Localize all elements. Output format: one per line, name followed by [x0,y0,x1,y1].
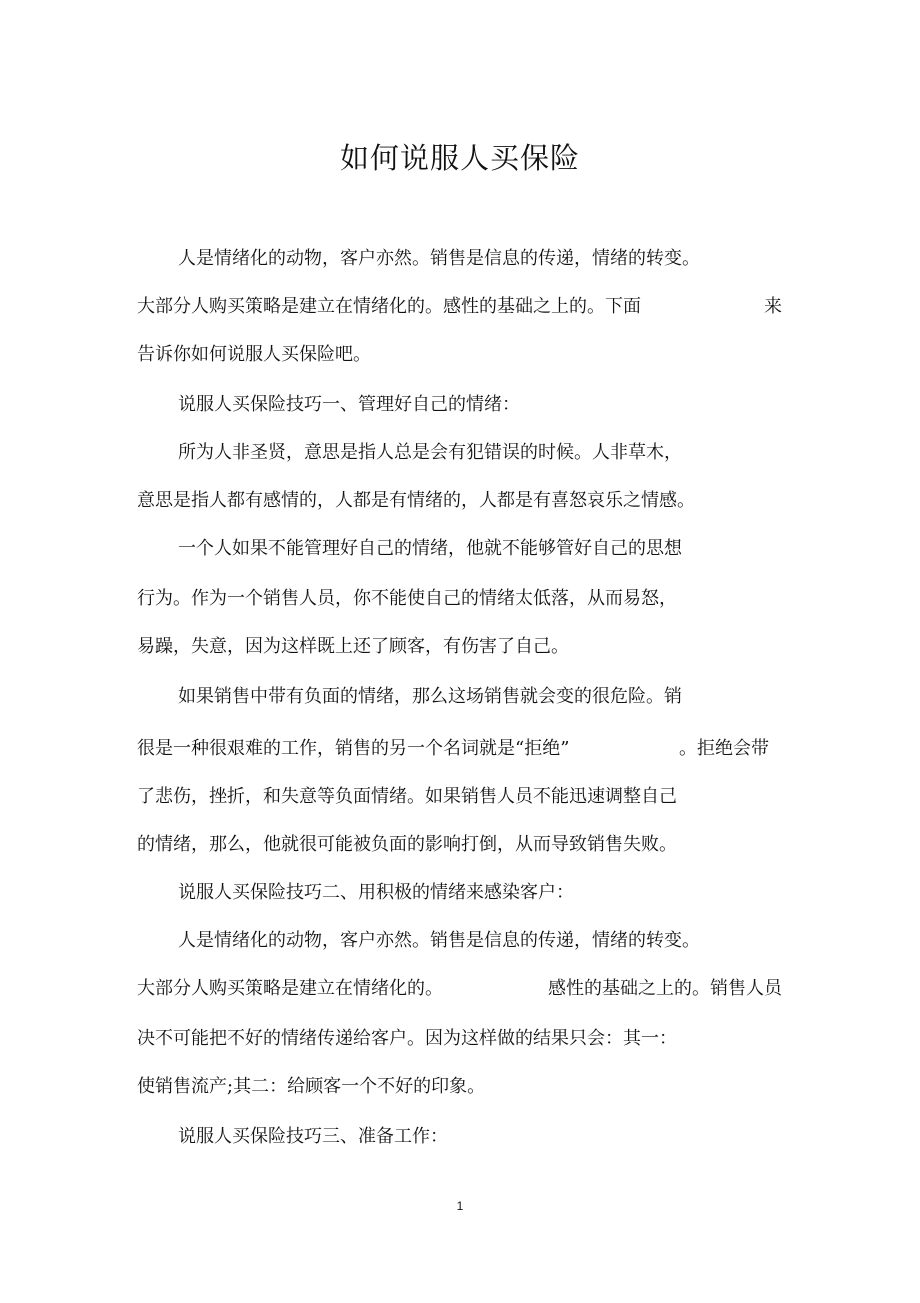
page-number: 1 [456,1199,464,1213]
line-segment: 感性的基础之上的。销售人员 [548,978,782,999]
paragraph-line: 一个人如果不能管理好自己的情绪，他就不能够管好自己的思想 [178,538,682,559]
paragraph-line: 决不可能把不好的情绪传递给客户。因为这样做的结果只会：其一： [137,1028,677,1049]
paragraph-line: 人是情绪化的动物，客户亦然。销售是信息的传递，情绪的转变。 [178,930,700,951]
paragraph-line: 了悲伤，挫折，和失意等负面情绪。如果销售人员不能迅速调整自己 [137,786,677,807]
line-segment: 。拒绝会带 [679,738,769,759]
line-segment: 大部分人购买策略是建立在情绪化的。感性的基础之上的。下面 [137,296,641,317]
paragraph-line: 使销售流产;其二：给顾客一个不好的印象。 [137,1076,486,1097]
section-heading: 说服人买保险技巧一、管理好自己的情绪： [178,394,520,415]
paragraph-line [137,976,782,1002]
paragraph-line: 行为。作为一个销售人员，你不能使自己的情绪太低落，从而易怒， [137,588,677,609]
line-segment: 来 [764,296,782,317]
paragraph-line: 易躁，失意，因为这样既上还了顾客，有伤害了自己。 [137,636,569,657]
paragraph-line: 的情绪，那么，他就很可能被负面的影响打倒，从而导致销售失败。 [137,834,677,855]
section-heading: 说服人买保险技巧三、准备工作： [178,1126,448,1147]
paragraph-line: 告诉你如何说服人买保险吧。 [137,344,371,365]
paragraph-line: 如果销售中带有负面的情绪，那么这场销售就会变的很危险。销 [178,686,682,707]
paragraph-line: 意思是指人都有感情的，人都是有情绪的，人都是有喜怒哀乐之情感。 [137,490,695,511]
line-segment: 大部分人购买策略是建立在情绪化的。 [137,978,443,999]
document-title: 如何说服人买保险 [339,141,580,175]
paragraph-line: 所为人非圣贤，意思是指人总是会有犯错误的时候。人非草木， [178,442,682,463]
section-heading: 说服人买保险技巧二、用积极的情绪来感染客户： [178,882,574,903]
paragraph-line [137,736,769,762]
paragraph-line: 人是情绪化的动物，客户亦然。销售是信息的传递，情绪的转变。 [178,248,700,269]
line-segment: 很是一种很艰难的工作，销售的另一个名词就是“拒绝” [137,738,570,759]
paragraph-line [137,294,782,320]
